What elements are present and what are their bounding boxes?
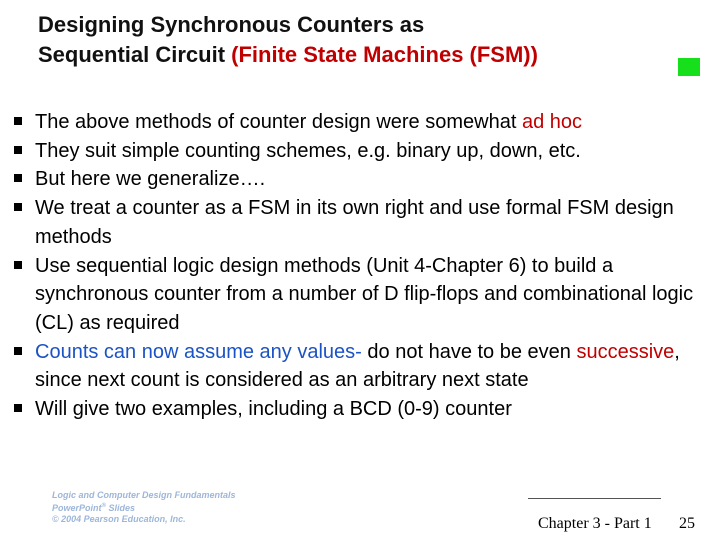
bullet-text: do not have to be even — [367, 340, 577, 363]
title-line-2-text: Sequential Circuit — [38, 42, 232, 67]
bullet-item — [14, 338, 704, 395]
accent-bar — [678, 58, 700, 76]
footer-divider — [528, 498, 661, 499]
bullet-text: successive — [576, 340, 675, 363]
bullet-item — [14, 194, 704, 251]
page-number: 25 — [679, 515, 695, 532]
bullet-square-icon — [14, 174, 22, 182]
bullet-square-icon — [14, 261, 22, 269]
bullet-item — [14, 165, 704, 194]
bullet-text: But here we generalize…. — [35, 168, 266, 191]
bullet-item — [14, 137, 704, 166]
slide-title — [38, 10, 638, 70]
title-line-2-highlight: (Finite State Machines (FSM)) — [231, 42, 538, 67]
bullet-text: Counts can now assume any values- — [35, 340, 368, 363]
logo-line-1: Logic and Computer Design Fundamentals — [52, 490, 236, 500]
bullet-item — [14, 252, 704, 338]
publisher-logo — [52, 490, 236, 525]
bullet-text: , since next count is considered as an arbitrary next state — [35, 340, 680, 392]
bullet-text: Use sequential logic design methods (Unit 4-Chapter 6) to build a synchronous counter from a number of D flip-flops and combinational logic (CL) as required — [35, 254, 694, 334]
bullet-square-icon — [14, 404, 22, 412]
bullet-list — [14, 108, 704, 424]
logo-line-2-text: PowerPoint — [52, 503, 102, 513]
logo-registered-mark: ® — [101, 503, 106, 509]
bullet-square-icon — [14, 146, 22, 154]
bullet-text: The above methods of counter design were somewhat — [35, 111, 522, 133]
logo-line-2 — [52, 501, 236, 514]
title-line-2 — [38, 40, 638, 70]
logo-line-3: © 2004 Pearson Education, Inc. — [52, 514, 186, 524]
bullet-square-icon — [14, 203, 22, 211]
bullet-text: ad hoc — [521, 111, 583, 133]
title-line-1: Designing Synchronous Counters as — [38, 12, 425, 37]
bullet-text: They suit simple counting schemes, e.g. binary up, down, etc. — [35, 139, 581, 162]
bullet-item — [14, 108, 704, 137]
bullet-item — [14, 395, 704, 424]
bullet-square-icon — [14, 117, 22, 125]
bullet-text: We treat a counter as a FSM in its own right and use formal FSM design methods — [35, 197, 674, 248]
bullet-text: Will give two examples, including a BCD (0-9) counter — [35, 398, 512, 421]
logo-line-2-rest: Slides — [105, 503, 135, 513]
bullet-square-icon — [14, 347, 22, 355]
chapter-label: Chapter 3 - Part 1 — [538, 515, 652, 532]
